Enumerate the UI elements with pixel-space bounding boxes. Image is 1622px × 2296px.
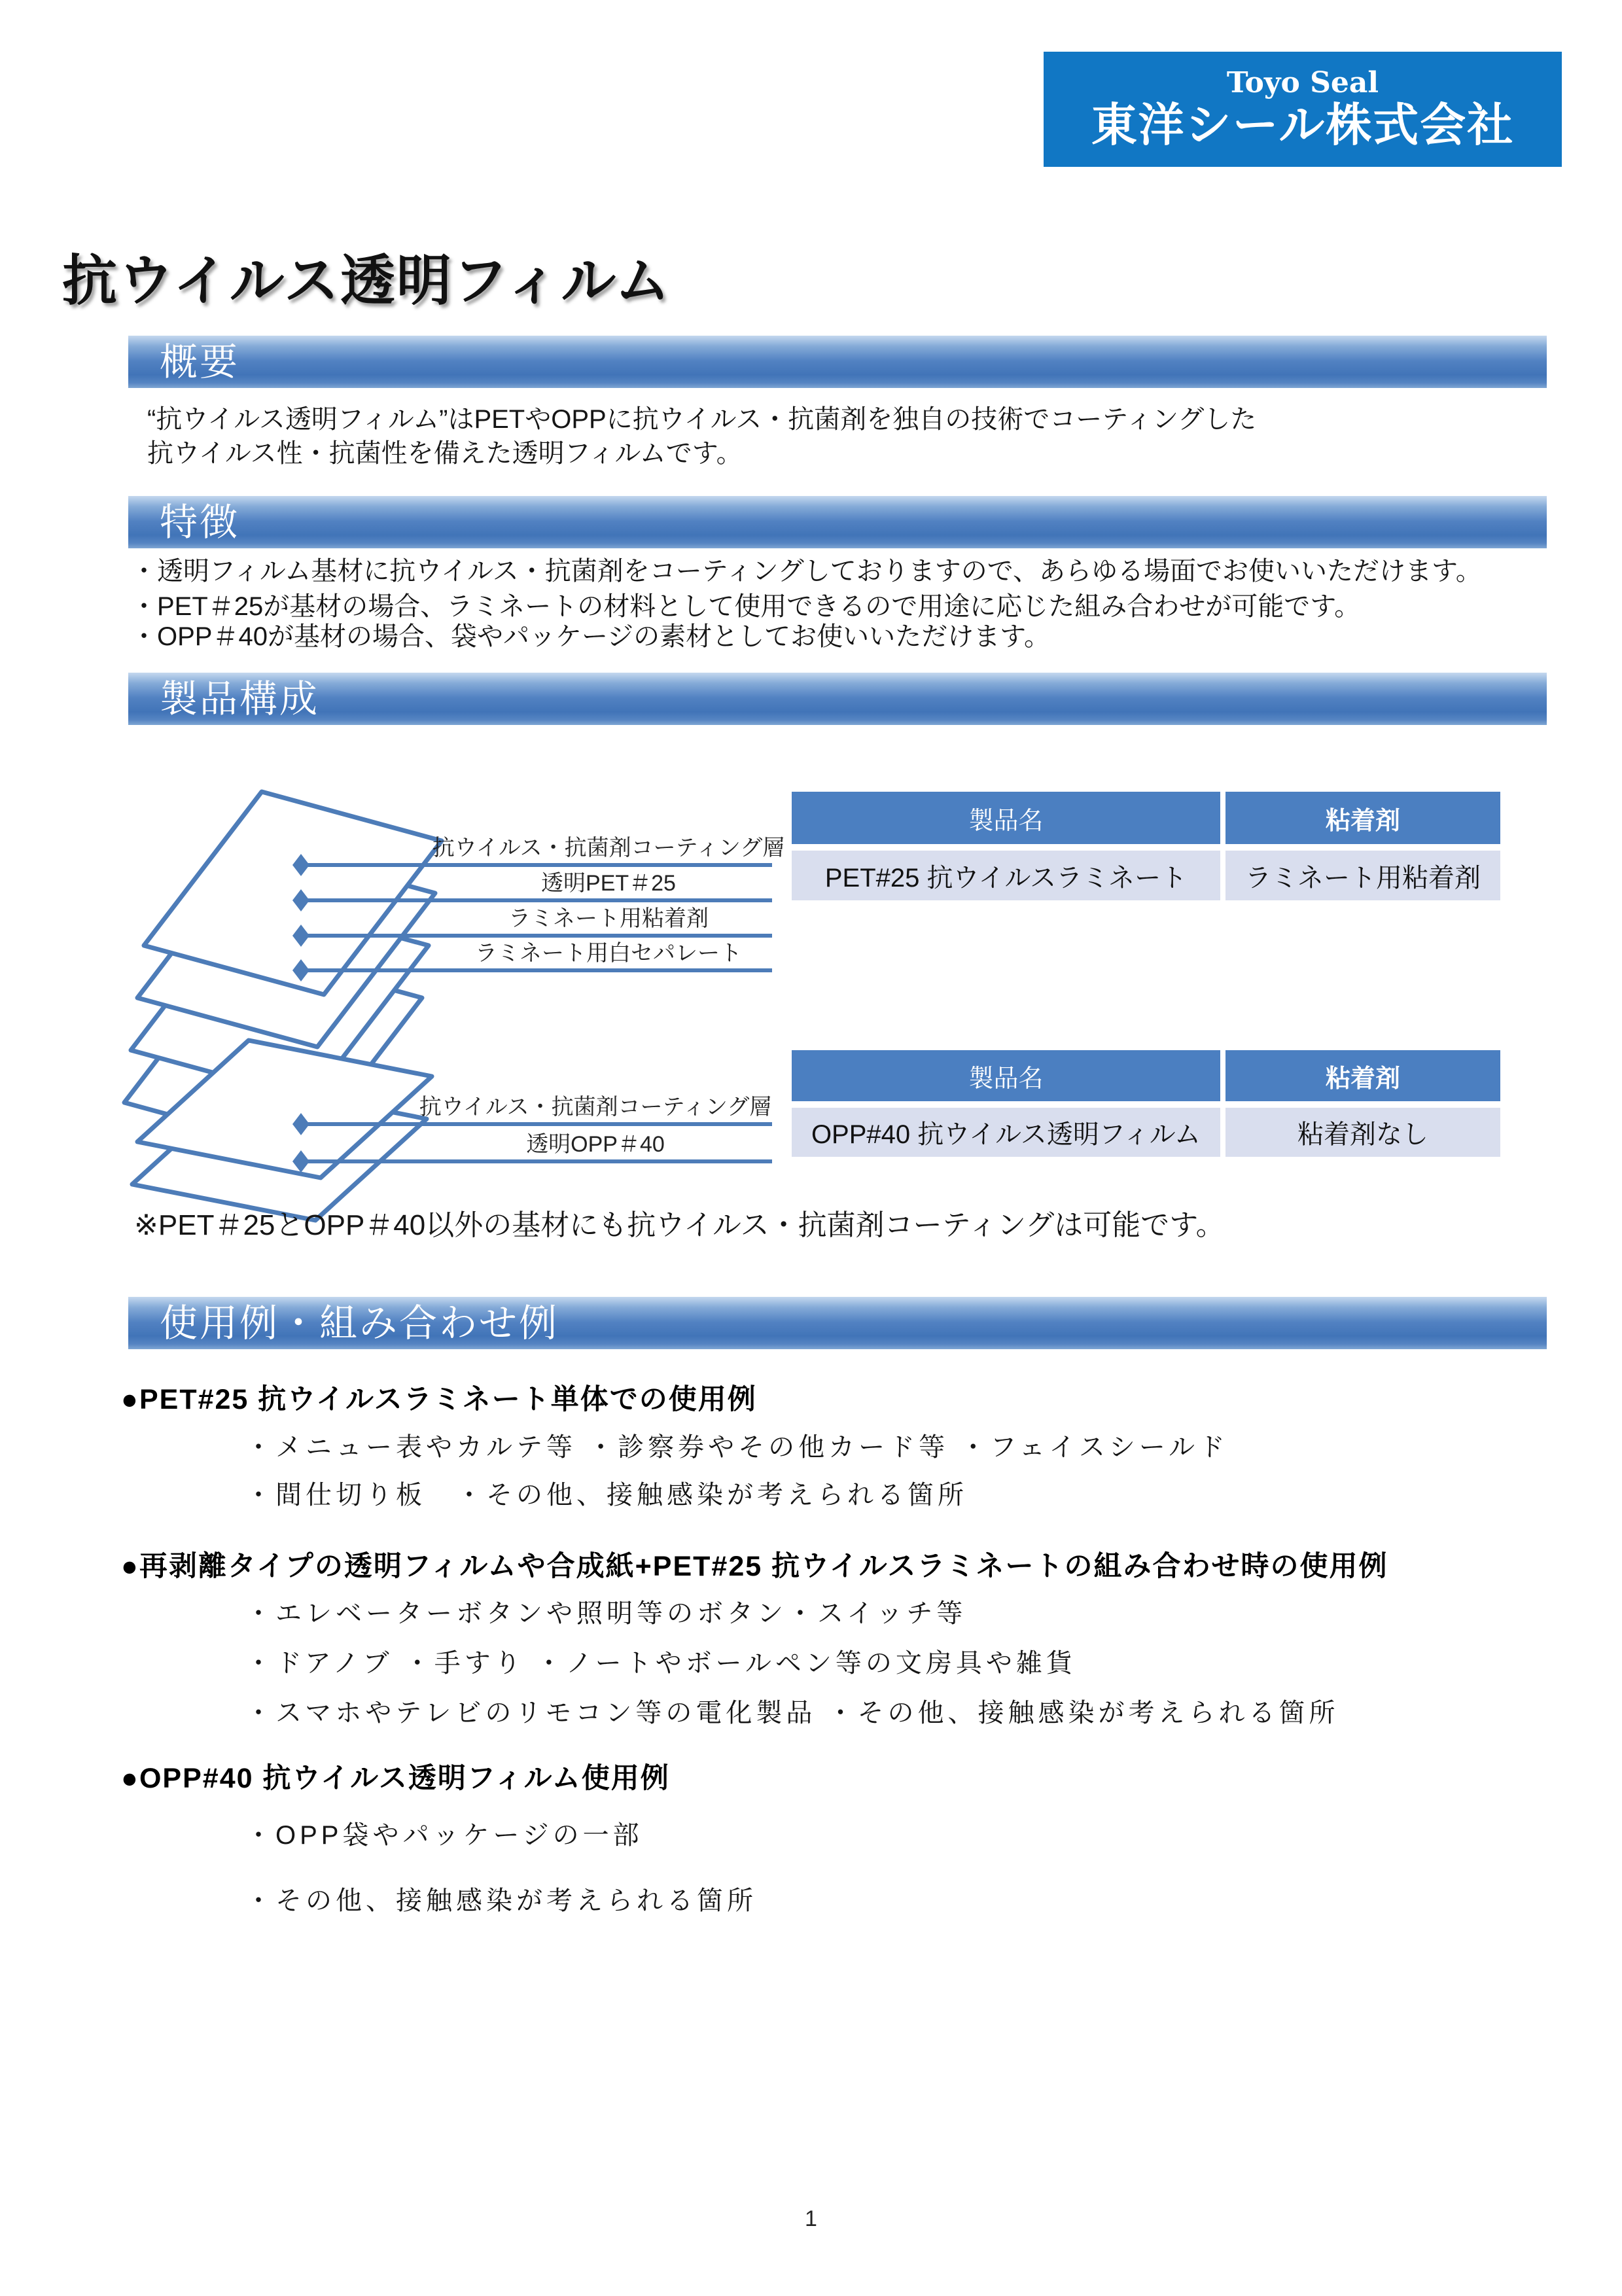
table2-cell-adhesive: 粘着剤なし — [1225, 1108, 1500, 1157]
company-logo — [1044, 52, 1562, 167]
usage-item: ・その他、接触感染が考えられる箇所 — [245, 1886, 757, 1915]
usage-item: ・OPP袋やパッケージの一部 — [245, 1821, 643, 1850]
stack2-layer-label: 透明OPP＃40 — [526, 1132, 665, 1157]
usage-group-title: ●PET#25 抗ウイルスラミネート単体での使用例 — [121, 1384, 757, 1415]
usage-item: ・エレベーターボタンや照明等のボタン・スイッチ等 — [245, 1599, 967, 1628]
logo-text-en: Toyo Seal — [1226, 66, 1379, 99]
stack2-layer-label: 抗ウイルス・抗菌剤コーティング層 — [419, 1095, 772, 1120]
usage-heading: 使用例・組み合わせ例 — [160, 1302, 559, 1345]
table1-cell-adhesive: ラミネート用粘着剤 — [1225, 851, 1500, 900]
stack1-layer-label: 抗ウイルス・抗菌剤コーティング層 — [432, 836, 785, 860]
overview-heading: 概要 — [160, 341, 240, 383]
section-banner-usage — [128, 1297, 1547, 1349]
overview-line: 抗ウイルス性・抗菌性を備えた透明フィルムです。 — [147, 439, 743, 468]
usage-group-title: ●OPP#40 抗ウイルス透明フィルム使用例 — [121, 1763, 670, 1794]
composition-note: ※PET＃25とOPP＃40以外の基材にも抗ウイルス・抗菌剤コーティングは可能です。 — [134, 1209, 1225, 1241]
section-banner-composition — [128, 673, 1547, 725]
feature-item: ・透明フィルム基材に抗ウイルス・抗菌剤をコーティングしておりますので、あらゆる場面でお使いいただけます。 — [131, 557, 1482, 586]
stack1-layer-label: 透明PET＃25 — [541, 871, 676, 896]
section-banner-overview — [128, 336, 1547, 388]
composition-heading: 製品構成 — [160, 678, 320, 720]
feature-item: ・OPP＃40が基材の場合、袋やパッケージの素材としてお使いいただけます。 — [131, 622, 1050, 651]
stack1-layer-label: ラミネート用粘着剤 — [508, 906, 709, 931]
section-banner-features — [128, 496, 1547, 548]
table1-header-product: 製品名 — [792, 792, 1220, 844]
usage-item: ・メニュー表やカルテ等 ・診察券やその他カード等 ・フェイスシールド — [245, 1433, 1229, 1462]
film-stack-diagram-opp — [98, 1021, 792, 1237]
feature-item: ・PET＃25が基材の場合、ラミネートの材料として使用できるので用途に応じた組み合わせが可能です。 — [131, 592, 1361, 621]
usage-item: ・ドアノブ ・手すり ・ノートやボールペン等の文房具や雑貨 — [245, 1649, 1076, 1678]
table2-header-adhesive: 粘着剤 — [1225, 1050, 1500, 1101]
page-number: 1 — [805, 2206, 817, 2231]
logo-text-ja: 東洋シール株式会社 — [1091, 99, 1515, 150]
usage-item: ・間仕切り板 ・その他、接触感染が考えられる箇所 — [245, 1481, 968, 1510]
usage-item: ・スマホやテレビのリモコン等の電化製品 ・その他、接触感染が考えられる箇所 — [245, 1699, 1339, 1727]
usage-group-title: ●再剥離タイプの透明フィルムや合成紙+PET#25 抗ウイルスラミネートの組み合わせ時の使用例 — [121, 1551, 1388, 1582]
table2-header-product: 製品名 — [792, 1050, 1220, 1101]
stack1-layer-label: ラミネート用白セパレート — [475, 941, 742, 966]
page-title: 抗ウイルス透明フィルム — [62, 250, 671, 311]
table1-cell-product: PET#25 抗ウイルスラミネート — [792, 851, 1220, 900]
features-heading: 特徴 — [160, 501, 240, 544]
table2-cell-product: OPP#40 抗ウイルス透明フィルム — [792, 1108, 1220, 1157]
overview-line: “抗ウイルス透明フィルム”はPETやOPPに抗ウイルス・抗菌剤を独自の技術でコーティングした — [147, 405, 1257, 434]
table1-header-adhesive: 粘着剤 — [1225, 792, 1500, 844]
